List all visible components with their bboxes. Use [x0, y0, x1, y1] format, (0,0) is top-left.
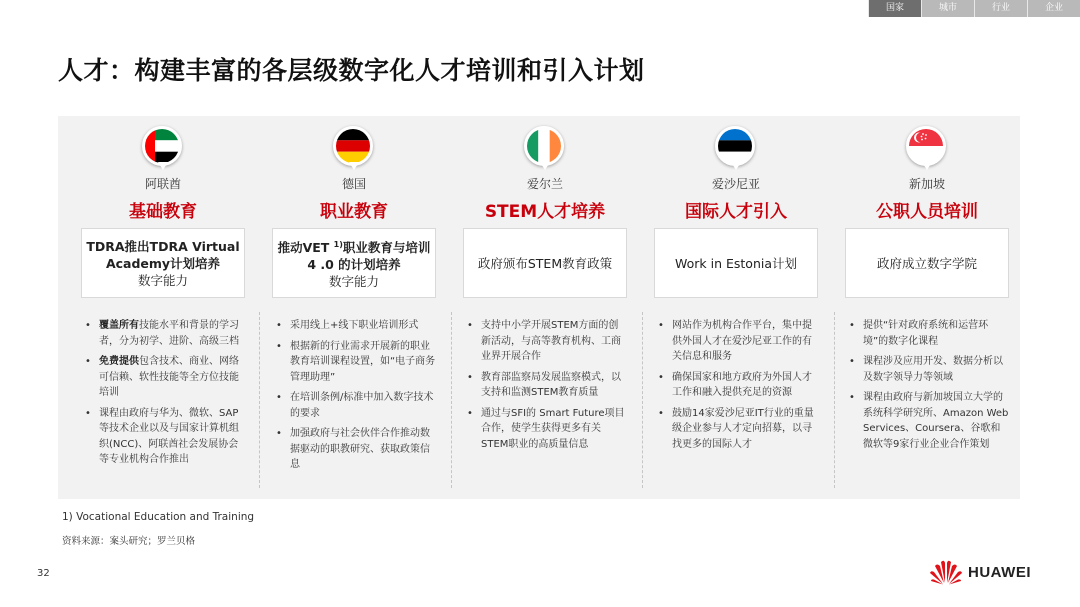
initiative-subtitle: 数字能力: [137, 272, 188, 288]
singapore-flag-icon: [906, 126, 946, 166]
country-name: 爱沙尼亚: [711, 177, 760, 191]
bullet-item: • 课程由政府与华为、微软、SAP等技术企业以及与国家计算机组织(NCC)、阿联酋社会发展协会等专业机构合作推出: [81, 406, 245, 468]
bullet-item: • 课程由政府与新加坡国立大学的系统科学研究所、Amazon Web Services、Coursera、谷歌和微软等9家行业企业合作策划: [845, 390, 1009, 452]
column-divider: [642, 312, 643, 488]
bullet-list: [81, 318, 245, 473]
pin-tip: [158, 162, 168, 170]
column-uae: [81, 116, 245, 499]
initiative-title: 政府颁布STEM教育政策: [477, 255, 613, 271]
source-note: 资料来源：案头研究；罗兰贝格: [62, 536, 196, 547]
bullet-item: • 覆盖所有技能水平和背景的学习者，分为初学、进阶、高级三档: [81, 318, 245, 349]
footnote: 1) Vocational Education and Training: [62, 511, 255, 523]
country-name: 德国: [341, 177, 366, 191]
brand-name: HUAWEI: [968, 563, 1031, 581]
initiative-box: [845, 228, 1009, 298]
bullet-item: • 课程涉及应用开发、数据分析以及数字领导力等领域: [845, 354, 1009, 385]
page-number: 32: [37, 568, 50, 579]
pin-tip: [349, 162, 359, 170]
category-title: 职业教育: [320, 202, 388, 222]
country-name: 新加坡: [908, 177, 945, 191]
initiative-title: TDRA推出TDRA Virtual Academy计划培养: [86, 238, 240, 271]
estonia-flag-icon: [715, 126, 755, 166]
tab-industry[interactable]: 行业: [974, 0, 1027, 17]
tab-city[interactable]: 城市: [921, 0, 974, 17]
country-name: 爱尔兰: [526, 177, 563, 191]
bullet-item: • 确保国家和地方政府为外国人才工作和融入提供充足的资源: [654, 370, 818, 401]
bullet-item: • 根据新的行业需求开展新的职业教育培训课程设置，如“电子商务管理助理”: [272, 339, 436, 386]
bullet-item: • 免费提供包含技术、商业、网络可信赖、软性技能等全方位技能培训: [81, 354, 245, 401]
tab-country[interactable]: 国家: [868, 0, 921, 17]
germany-flag-icon: [333, 126, 373, 166]
column-estonia: [654, 116, 818, 499]
initiative-box: [654, 228, 818, 298]
bullet-list: [463, 318, 627, 457]
bullet-list: [272, 318, 436, 478]
bullet-item: • 加强政府与社会伙伴合作推动数据驱动的职教研究、获取政策信息: [272, 426, 436, 473]
ireland-flag-icon: [524, 126, 564, 166]
initiative-title: 推动VET $^{1)}$职业教育与培训 4 .0 的计划培养: [277, 239, 431, 273]
bullet-item: • 在培训条例/标准中加入数字技术的要求: [272, 390, 436, 421]
country-name: 阿联酋: [144, 177, 181, 191]
bullet-item: • 鼓励14家爱沙尼亚IT行业的重量级企业参与人才定向招募，以寻找更多的国际人才: [654, 406, 818, 453]
page-title: 人才：构建丰富的各层级数字化人才培训和引入计划: [58, 56, 645, 85]
initiative-box: [463, 228, 627, 298]
tab-enterprise[interactable]: 企业: [1027, 0, 1080, 17]
initiative-subtitle: 数字能力: [328, 274, 379, 290]
bullet-item: • 通过与SFI的 Smart Future项目合作，使学生获得更多有关STEM职业的高质量信息: [463, 406, 627, 453]
pin-tip: [731, 162, 741, 170]
bullet-list: [654, 318, 818, 457]
bullet-item: • 支持中小学开展STEM方面的创新活动，与高等教育机构、工商业界开展合作: [463, 318, 627, 365]
column-ireland: [463, 116, 627, 499]
top-nav: [868, 0, 1080, 17]
category-title: 基础教育: [129, 202, 197, 222]
content-panel: [58, 116, 1020, 499]
column-divider: [834, 312, 835, 488]
column-divider: [451, 312, 452, 488]
huawei-logo: [929, 559, 1031, 585]
category-title: 公职人员培训: [876, 202, 978, 222]
pin-tip: [540, 162, 550, 170]
column-divider: [259, 312, 260, 488]
bullet-item: • 提供“针对政府系统和运营环境”的数字化课程: [845, 318, 1009, 349]
initiative-title: Work in Estonia计划: [674, 255, 797, 271]
initiative-title: 政府成立数字学院: [876, 255, 977, 271]
bullet-list: [845, 318, 1009, 457]
pin-tip: [922, 162, 932, 170]
bullet-item: • 网站作为机构合作平台，集中提供外国人才在爱沙尼亚工作的有关信息和服务: [654, 318, 818, 365]
huawei-petal-icon: [929, 559, 963, 585]
bullet-item: • 采用线上+线下职业培训形式: [272, 318, 436, 334]
column-singapore: [845, 116, 1009, 499]
uae-flag-icon: [142, 126, 182, 166]
initiative-box: [81, 228, 245, 298]
column-germany: [272, 116, 436, 499]
initiative-box: [272, 228, 436, 298]
bullet-item: • 教育部监察局发展监察模式，以支持和监测STEM教育质量: [463, 370, 627, 401]
category-title: 国际人才引入: [685, 202, 787, 222]
category-title: STEM人才培养: [484, 202, 606, 222]
